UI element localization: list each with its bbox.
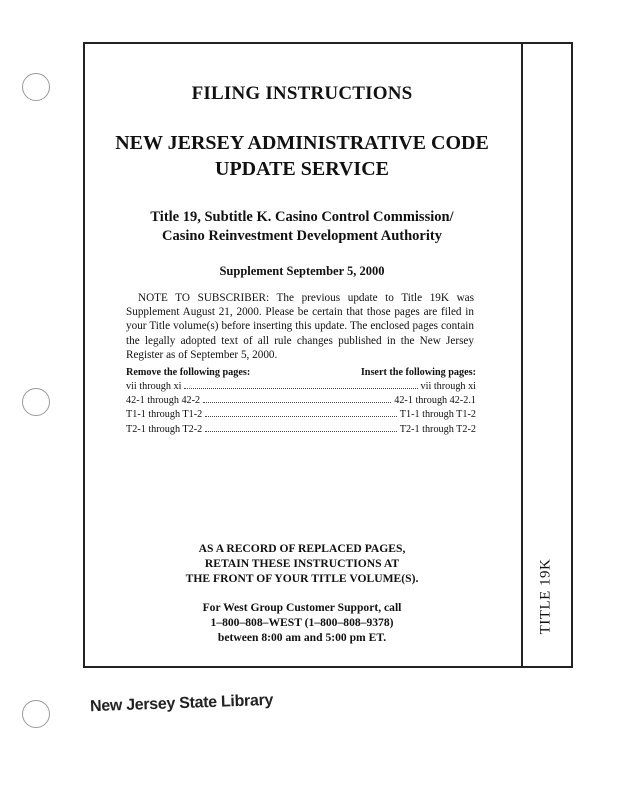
insert-pages: T1-1 through T1-2: [399, 409, 476, 421]
subtitle: [83, 208, 521, 246]
support-hours: between 8:00 am and 5:00 pm ET.: [217, 631, 387, 644]
record-line-1: AS A RECORD OF REPLACED PAGES,: [198, 542, 406, 555]
record-line-2: RETAIN THESE INSTRUCTIONS AT: [204, 557, 400, 570]
remove-pages: 42-1 through 42-2: [126, 395, 201, 407]
table-row: [126, 380, 476, 394]
customer-support: [83, 600, 521, 645]
spine-label: TITLE 19K: [537, 558, 554, 634]
page-title: FILING INSTRUCTIONS: [191, 83, 413, 104]
insert-pages: vii through xi: [420, 381, 476, 392]
insert-pages: T2-1 through T2-2: [399, 423, 476, 435]
table-row: [126, 408, 476, 422]
dot-leader: [205, 431, 397, 432]
table-header: [126, 366, 476, 380]
remove-pages: T1-1 through T1-2: [126, 409, 203, 421]
support-phone: 1–800–808–WEST (1–800–808–9378): [210, 616, 394, 629]
punch-hole-bottom: [22, 700, 50, 728]
subtitle-line-2: Casino Reinvestment Development Authority: [162, 228, 442, 244]
dot-leader: [205, 416, 397, 417]
insert-pages: 42-1 through 42-2.1: [394, 395, 476, 407]
code-title-line-2: UPDATE SERVICE: [215, 158, 389, 180]
subscriber-note: NOTE TO SUBSCRIBER: The previous update to Title 19K was Supplement August 21, 2000. Please be certain that those pages are filed in your Title volume(s) before inserting this update. The enclosed pages contain the legally adopted text of all rule changes published in the New Jersey Register as of September 5, 2000.: [126, 292, 474, 361]
supplement-date: Supplement September 5, 2000: [219, 264, 385, 278]
table-row: [126, 394, 476, 408]
code-title-line-1: NEW JERSEY ADMINISTRATIVE CODE: [115, 132, 489, 154]
dot-leader: [203, 402, 391, 403]
dot-leader: [184, 388, 417, 389]
table-row: [126, 423, 476, 437]
insert-header: Insert the following pages:: [360, 367, 476, 378]
page-replacement-table: [126, 366, 476, 437]
record-notice: [83, 541, 521, 586]
subtitle-line-1: Title 19, Subtitle K. Casino Control Commission/: [150, 209, 454, 225]
punch-hole-middle: [22, 388, 50, 416]
record-line-3: THE FRONT OF YOUR TITLE VOLUME(S).: [185, 572, 419, 585]
code-title: [83, 130, 521, 182]
remove-pages: T2-1 through T2-2: [126, 423, 203, 435]
library-stamp: New Jersey State Library: [89, 691, 274, 716]
support-line-1: For West Group Customer Support, call: [202, 601, 402, 614]
remove-pages: vii through xi: [126, 381, 182, 392]
spine-tab: [519, 546, 573, 646]
punch-hole-top: [22, 73, 50, 101]
remove-header: Remove the following pages:: [126, 367, 251, 378]
